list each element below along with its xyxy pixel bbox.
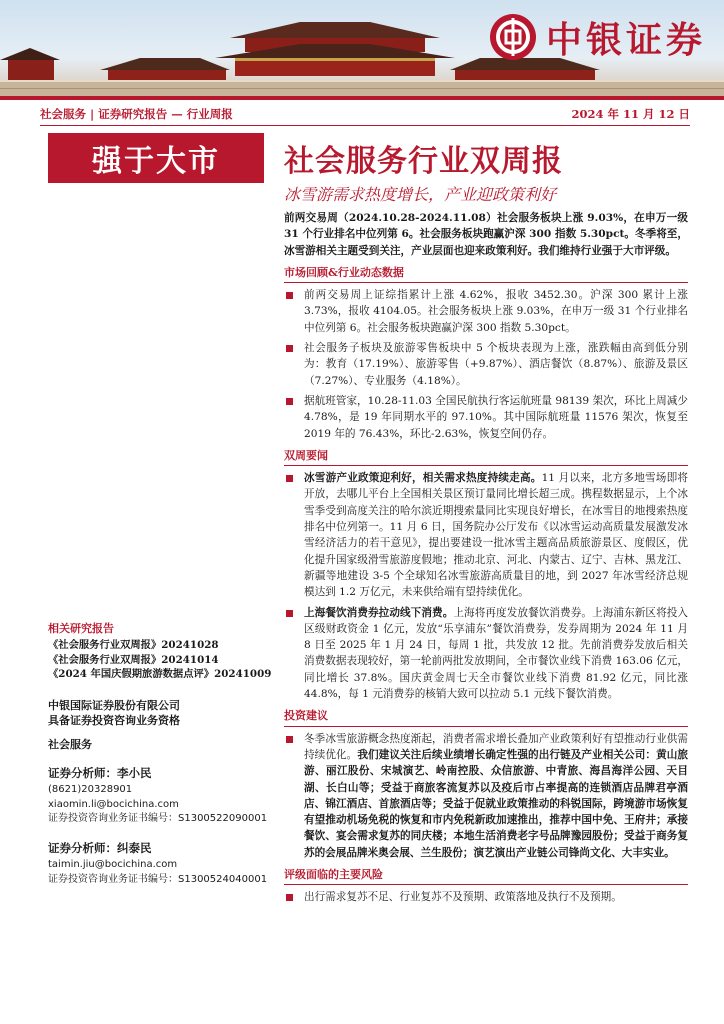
invest-intro: 冬季冰雪旅游概念热度渐起，消费者需求增长叠加产业政策利好有望推动行业供需持续优化。 bbox=[304, 732, 688, 761]
header-rule bbox=[40, 125, 690, 126]
report-title: 社会服务行业双周报 bbox=[284, 144, 563, 179]
org-qualification: 具备证券投资咨询业务资格 bbox=[48, 713, 180, 727]
risk-item: 出行需求复苏不足、行业复苏不及预期、政策落地及执行不及预期。 bbox=[284, 889, 688, 905]
sector-label: 社会服务 bbox=[48, 737, 92, 751]
analyst-name: 证券分析师：李小民 bbox=[48, 765, 152, 780]
market-item: 前两交易周上证综指累计上涨 4.62%，报收 3452.30。沪深 300 累计上涨 3.73%，报收 4104.05。社会服务板块上涨 9.03%，在申万一级 31 个行业排名中位列第 6。社会服务板块跑赢沪深 300 指数 5.30pct。 bbox=[284, 287, 688, 336]
section-title-news: 双周要闻 bbox=[284, 448, 688, 466]
report-category: 社会服务 | 证券研究报告 — 行业周报 bbox=[40, 107, 233, 121]
news-headline: 上海餐饮消费券拉动线下消费。 bbox=[304, 606, 454, 619]
news-body: 上海将再度发放餐饮消费券。上海浦东新区将投入区级财政资金 1 亿元，发放“乐享浦东”餐饮消费券，发券周期为 2024 年 11 月 8 日至 2025 年 1 月 24 日，每周 1 批，共发放 12 批。先前消费券发放后相关消费数据表现较好，第一轮前两批发放期间，全市餐饮业线下消费 163.06 亿元，同比增长 37.8%。国庆黄金周七天全市餐饮业线下消费 81.92 亿元，同比涨 44.8%，每 1 元消费券的核销大致可以拉动 5.1 元线下餐饮消费。 bbox=[304, 606, 689, 701]
related-report: 《2024 年国庆假期旅游数据点评》20241009 bbox=[48, 668, 272, 680]
news-item bbox=[284, 470, 688, 600]
related-report: 《社会服务行业双周报》20241014 bbox=[48, 653, 219, 666]
boc-logo-icon bbox=[490, 14, 536, 60]
analyst-email[interactable]: xiaomin.li@bocichina.com bbox=[48, 798, 179, 810]
section-title-market: 市场回顾&行业动态数据 bbox=[284, 265, 688, 283]
analyst-cert: 证券投资咨询业务证书编号：S1300524040001 bbox=[48, 873, 268, 885]
news-item bbox=[284, 605, 688, 703]
analyst-block bbox=[48, 766, 274, 827]
section-title-risk: 评级面临的主要风险 bbox=[284, 867, 688, 885]
analyst-email[interactable]: taimin.jiu@bocichina.com bbox=[48, 859, 178, 870]
invest-recommendations: 我们建议关注后续业绩增长确定性强的出行链及产业相关公司：黄山旅游、丽江股份、宋城演艺、岭南控股、众信旅游、中青旅、海昌海洋公园、天目湖、长白山等；受益于商旅客流复苏以及疫后市占率提高的连锁酒店品牌君亭酒店、锦江酒店、首旅酒店等；受益于促就业政策推动的科锐国际，跨境游市场恢复有望推动机场免税的恢复和市内免税新政加速推出，推荐中国中免、王府井；承接餐饮、宴会需求复苏的同庆楼；本地生活消费老字号品牌豫园股份；受益于商务复苏的会展品牌米奥会展、兰生股份；演艺演出产业链公司锋尚文化、大丰实业。 bbox=[304, 748, 688, 859]
market-item: 据航班管家，10.28-11.03 全国民航执行客运航班量 98139 架次，环比上周减少 4.78%，是 19 年同期水平的 97.10%。其中国际航班量 11576 架次，恢复至 2019 年的 76.43%，环比-2.63%，恢复空间仍存。 bbox=[284, 393, 688, 442]
analyst-cert: 证券投资咨询业务证书编号：S1300522090001 bbox=[48, 813, 268, 824]
report-header bbox=[40, 104, 690, 122]
report-subtitle: 冰雪游需求热度增长，产业迎政策利好 bbox=[284, 185, 557, 204]
org-name: 中银国际证券股份有限公司 bbox=[48, 698, 180, 712]
market-item: 社会服务子板块及旅游零售板块中 5 个板块表现为上涨，涨跌幅由高到低分别为：教育（17.19%）、旅游零售（+9.87%）、酒店餐饮（8.87%）、旅游及景区（7.27%）、专业服务（4.18%）。 bbox=[284, 340, 688, 389]
analyst-phone: (8621)20328901 bbox=[48, 784, 133, 795]
analyst-name: 证券分析师：纠泰民 bbox=[48, 840, 152, 855]
report-date: 2024 年 11 月 12 日 bbox=[571, 107, 690, 121]
header-banner bbox=[0, 0, 724, 96]
related-reports-title: 相关研究报告 bbox=[48, 622, 114, 635]
section-title-invest: 投资建议 bbox=[284, 708, 688, 726]
rating-badge: 强于大市 bbox=[48, 133, 264, 183]
news-headline: 冰雪游产业政策迎利好，相关需求热度持续走高。 bbox=[304, 472, 542, 485]
main-content bbox=[284, 210, 688, 906]
banner-divider bbox=[0, 96, 724, 100]
sidebar bbox=[48, 620, 274, 887]
organization bbox=[48, 698, 274, 728]
brand-name: 中银证券 bbox=[545, 19, 706, 61]
analyst-block bbox=[48, 841, 274, 888]
news-body: 11 月以来，北方多地雪场即将开放，去哪儿平台上全国相关景区预订量同比增长超三成。携程数据显示，上个冰雪季受到高度关注的哈尔滨近期搜索量同比实现良好增长，在冰雪目的地搜索热度排名中位列第一。11 月 6 日，国务院办公厅发布《以冰雪运动高质量发展激发冰雪经济活力的若干意见》，提出要建设一批冰雪主题高品质旅游景区、度假区，优化提升国家级滑雪旅游度假地；推动北京、河北、内蒙古、辽宁、吉林、黑龙江、新疆等地建设 3-5 个全球知名冰雪旅游高质量目的地，到 2027 年冰雪经济总规模达到 1.2 万亿元，未来供给端有望持续优化。 bbox=[304, 472, 688, 599]
brand-logo bbox=[490, 12, 706, 62]
invest-item bbox=[284, 731, 688, 861]
related-report: 《社会服务行业双周报》20241028 bbox=[48, 639, 219, 651]
summary-lead: 前两交易周（2024.10.28-2024.11.08）社会服务板块上涨 9.03%，在申万一级 31 个行业排名中位列第 6。社会服务板块跑赢沪深 300 指数 5.30pct。冬季将至，冰雪游相关主题受到关注，产业层面也迎来政策利好。我们维持行业强于大市评级。 bbox=[284, 212, 688, 257]
